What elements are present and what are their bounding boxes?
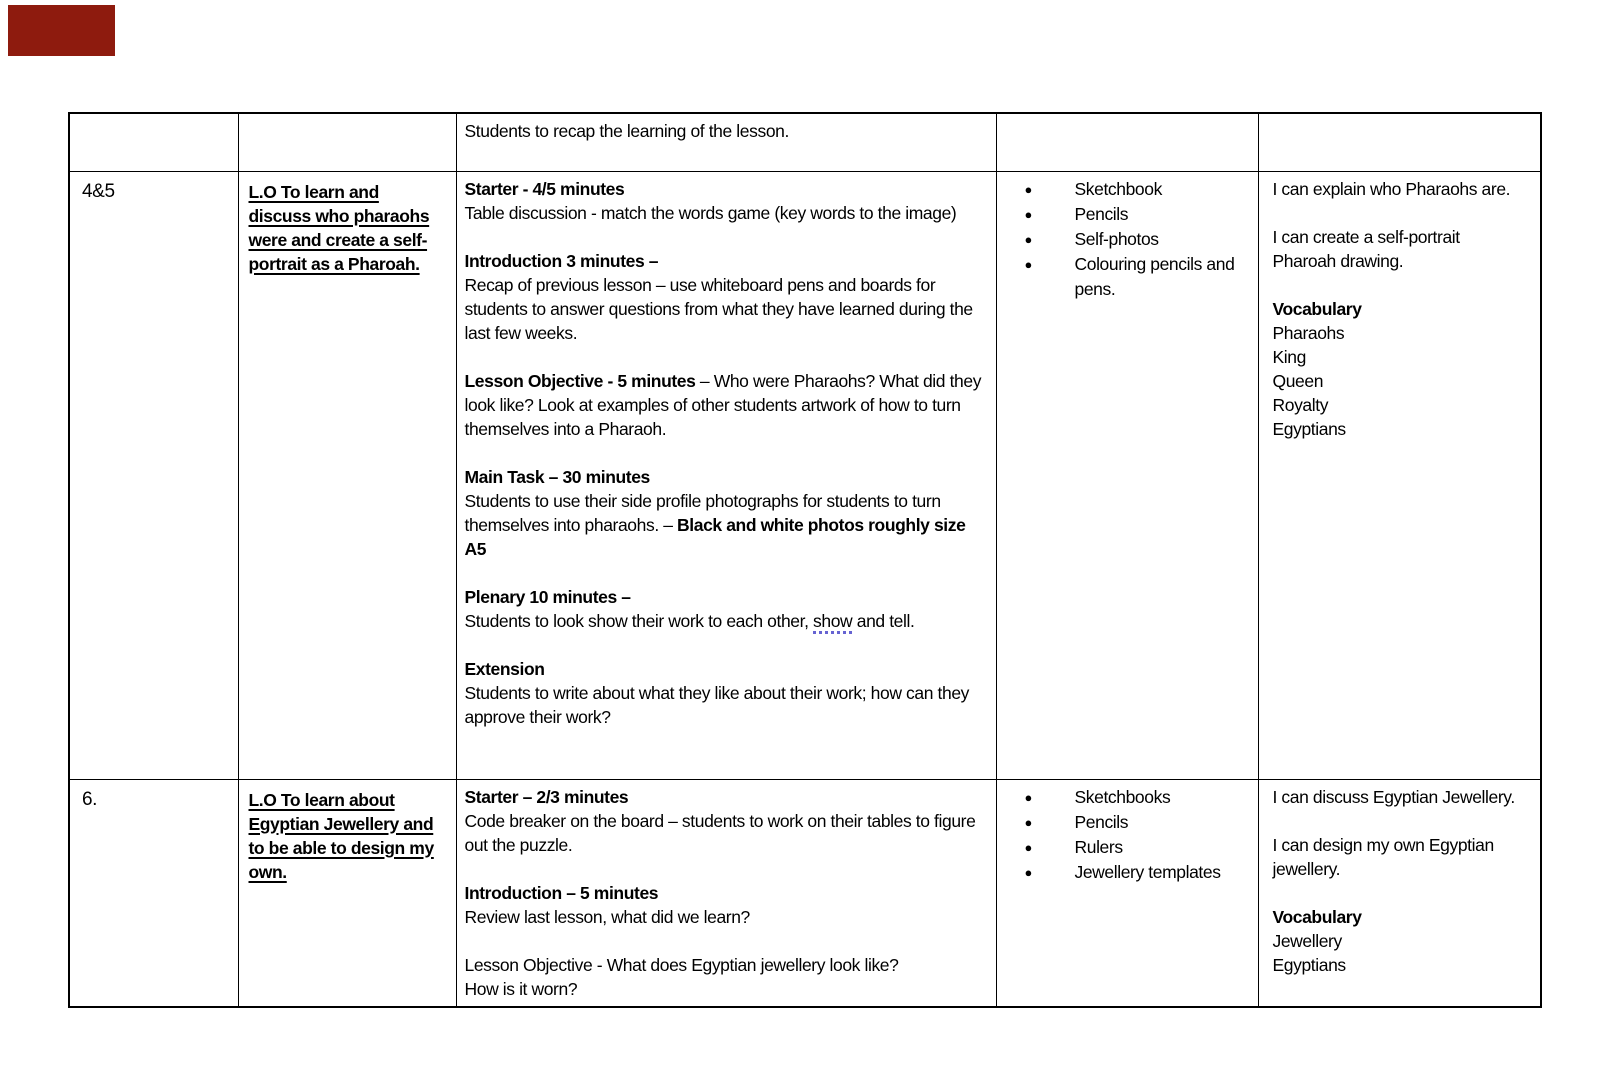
resource-item <box>1011 252 1250 301</box>
table-row <box>69 171 1541 779</box>
text-segment: Lesson Objective - 5 minutes <box>464 370 696 391</box>
text-segment: Main Task – 30 minutes <box>464 466 650 487</box>
paragraph <box>465 489 984 561</box>
learning-objective-text: L.O To learn and discuss who pharaohs were and create a self-portrait as a Pharoah. <box>248 181 430 274</box>
resource-label: Colouring pencils and pens. <box>1074 253 1235 299</box>
resource-label: Sketchbook <box>1074 178 1162 199</box>
resource-label: Pencils <box>1074 203 1129 224</box>
text-segment: Royalty <box>1272 394 1329 415</box>
paragraph <box>1273 929 1521 953</box>
top-left-accent-bar <box>8 5 115 56</box>
bullet-icon: ● <box>1024 256 1032 272</box>
paragraph <box>465 225 984 249</box>
resource-label: Sketchbooks <box>1074 786 1171 807</box>
resource-item <box>1011 177 1250 202</box>
text-segment: Introduction 3 minutes – <box>464 250 659 271</box>
paragraph <box>465 201 984 225</box>
text-segment: Students to look show their work to each other, <box>464 610 814 631</box>
table-row <box>69 779 1541 1007</box>
bullet-icon: ● <box>1024 181 1032 197</box>
paragraph <box>1273 201 1521 225</box>
paragraph <box>465 977 984 1001</box>
paragraph <box>1273 393 1521 417</box>
text-segment: Code breaker on the board – students to work on their tables to figure out the puzzle. <box>464 810 976 855</box>
text-segment: Lesson Objective - What does Egyptian jewellery look like? <box>464 954 899 975</box>
text-segment: Table discussion - match the words game (key words to the image) <box>464 202 957 223</box>
text-segment: Introduction – 5 minutes <box>464 882 659 903</box>
paragraph <box>465 953 984 977</box>
text-segment: Starter - 4/5 minutes <box>464 178 625 199</box>
resources-list <box>1011 177 1250 301</box>
resources-cell <box>996 171 1258 779</box>
text-segment: – Who were Pharaohs? What did they look like? Look at examples of other students artwork of how to turn themselves into a Pharaoh. <box>464 370 982 439</box>
paragraph <box>465 585 984 609</box>
resources-cell <box>996 779 1258 1007</box>
paragraph <box>465 785 984 809</box>
resource-item <box>1011 835 1250 860</box>
paragraph <box>465 369 984 441</box>
paragraph <box>1273 177 1521 201</box>
lesson-number: 6. <box>82 788 98 810</box>
text-segment: How is it worn? <box>464 978 578 999</box>
text-segment: Extension <box>464 658 545 679</box>
paragraph <box>1273 833 1521 881</box>
resource-item <box>1011 810 1250 835</box>
paragraph <box>1273 905 1521 929</box>
paragraph <box>1273 321 1521 345</box>
resource-item <box>1011 227 1250 252</box>
paragraph <box>465 905 984 929</box>
learning-objective-cell <box>238 113 456 171</box>
success-criteria-cell <box>1258 171 1541 779</box>
text-segment: I can create a self-portrait Pharoah drawing. <box>1272 226 1460 271</box>
text-segment: I can discuss Egyptian Jewellery. <box>1272 786 1515 807</box>
activities-cell <box>456 171 996 779</box>
resources-cell <box>996 113 1258 171</box>
paragraph <box>465 561 984 585</box>
resource-item <box>1011 860 1250 885</box>
text-segment: Pharaohs <box>1272 322 1345 343</box>
text-segment: Black and white photos roughly size A5 <box>464 514 966 559</box>
paragraph <box>465 657 984 681</box>
paragraph <box>1273 225 1521 273</box>
resource-label: Pencils <box>1074 811 1129 832</box>
text-segment: Students to use their side profile photographs for students to turn themselves into pharaohs. – <box>464 490 941 535</box>
learning-objective-cell <box>238 779 456 1007</box>
activities-cell <box>456 113 996 171</box>
paragraph <box>465 465 984 489</box>
lesson-number-cell <box>69 779 238 1007</box>
text-segment: Review last lesson, what did we learn? <box>464 906 750 927</box>
paragraph <box>1273 297 1521 321</box>
text-segment: Plenary 10 minutes – <box>464 586 631 607</box>
table-row <box>69 113 1541 171</box>
paragraph <box>1273 785 1521 809</box>
text-segment: Vocabulary <box>1272 906 1362 927</box>
activities-cell <box>456 779 996 1007</box>
bullet-icon: ● <box>1024 839 1032 855</box>
paragraph <box>1273 953 1521 977</box>
paragraph <box>465 119 984 143</box>
bullet-icon: ● <box>1024 231 1032 247</box>
resource-item <box>1011 785 1250 810</box>
paragraph <box>465 881 984 905</box>
bullet-icon: ● <box>1024 206 1032 222</box>
paragraph <box>1273 273 1521 297</box>
text-segment: Queen <box>1272 370 1324 391</box>
paragraph <box>465 633 984 657</box>
lesson-number-cell <box>69 171 238 779</box>
paragraph <box>465 345 984 369</box>
text-segment: Jewellery <box>1272 930 1342 951</box>
paragraph <box>1273 881 1521 905</box>
bullet-icon: ● <box>1024 814 1032 830</box>
paragraph <box>465 929 984 953</box>
grammar-squiggle-text: show <box>813 611 852 634</box>
paragraph <box>465 609 984 633</box>
resources-list <box>1011 785 1250 885</box>
text-segment: Students to recap the learning of the lesson. <box>464 121 789 141</box>
success-criteria-cell <box>1258 779 1541 1007</box>
text-segment: Egyptians <box>1272 954 1346 975</box>
bullet-icon: ● <box>1024 864 1032 880</box>
text-segment: I can explain who Pharaohs are. <box>1272 178 1511 199</box>
paragraph <box>465 857 984 881</box>
paragraph <box>1273 369 1521 393</box>
text-segment: Egyptians <box>1272 418 1346 439</box>
text-segment: King <box>1272 346 1306 367</box>
paragraph <box>465 249 984 273</box>
text-segment: I can design my own Egyptian jewellery. <box>1272 834 1494 879</box>
text-segment: Students to write about what they like about their work; how can they approve their work? <box>464 682 970 727</box>
text-segment: Vocabulary <box>1272 298 1362 319</box>
lesson-number-cell <box>69 113 238 171</box>
lesson-number: 4&5 <box>82 180 115 202</box>
resource-label: Self-photos <box>1074 228 1159 249</box>
paragraph <box>465 273 984 345</box>
learning-objective-text: L.O To learn about Egyptian Jewellery and to be able to design my own. <box>248 789 434 882</box>
paragraph <box>465 441 984 465</box>
paragraph <box>1273 417 1521 441</box>
resource-label: Rulers <box>1074 836 1123 857</box>
paragraph <box>465 177 984 201</box>
lesson-table-body <box>69 113 1541 1007</box>
resource-label: Jewellery templates <box>1074 861 1221 882</box>
learning-objective-cell <box>238 171 456 779</box>
paragraph <box>1273 345 1521 369</box>
text-segment: Recap of previous lesson – use whiteboard pens and boards for students to answer questions from what they have learned during the last few weeks. <box>464 274 973 343</box>
resource-item <box>1011 202 1250 227</box>
lesson-plan-table <box>68 112 1542 1008</box>
success-criteria-cell <box>1258 113 1541 171</box>
paragraph <box>465 681 984 729</box>
paragraph <box>465 809 984 857</box>
text-segment: Starter – 2/3 minutes <box>464 786 629 807</box>
text-segment: and tell. <box>852 610 915 631</box>
bullet-icon: ● <box>1024 789 1032 805</box>
paragraph <box>1273 809 1521 833</box>
